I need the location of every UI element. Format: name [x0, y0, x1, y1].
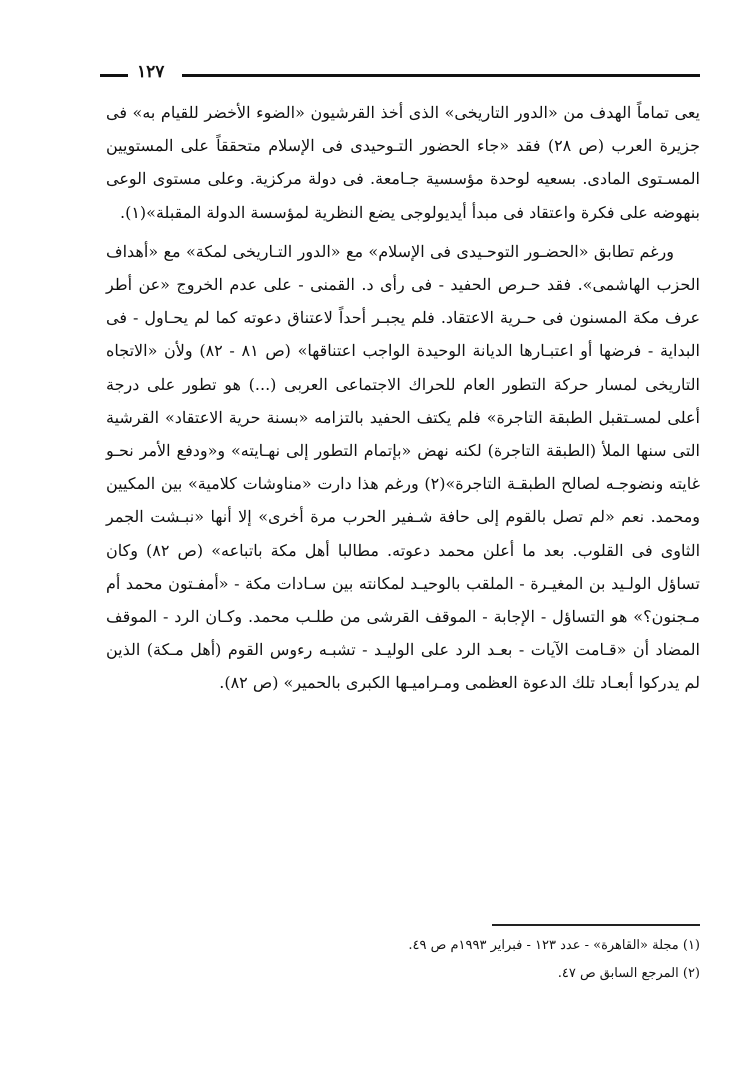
footnotes — [140, 932, 700, 988]
footnote-2: (٢) المرجع السابق ص ٤٧. — [557, 966, 700, 981]
header-rule-long — [182, 74, 700, 77]
paragraph-2: ورغم تطابق «الحضـور التوحـيدى فى الإسلام» مع «الدور التـاريخى لمكة» مع «أهداف الحزب الهاشمى». فقد حـرص الحفيد - فى رأى د. القمنى - على عدم الخروج «عن أطر عرف مكة المسنون فى حـرية الاعتقاد. فلم يجبـر أحداً لاعتناق دعوته كما لم يحـاول - فى البداية - فرضها أو اعتبـارها الديانة الوحيدة الواجب اعتناقها» (ص ٨١ - ٨٢) ولأن «الاتجاه التاريخى لمسار حركة التطور العام للحراك الاجتماعى العربى (...) هو تطور على درجة أعلى لمسـتقبل الطبقة التاجرة» فلم يكتف الحفيد بالتزامه «بسنة حرية الاعتقاد» القرشية التى سنها الملأ (الطبقة التاجرة) لكنه نهض «بإتمام التطور إلى نهـايته» و«ودفع الأمر نحـو غايته ونضوجـه لصالح الطبقـة التاجرة»(٢) ورغم هذا دارت «مناوشات كلامية» بين المكيين ومحمد. نعم «لم تصل بالقوم إلى حافة شـفير الحرب مرة أخرى» إلا أنها «نبـشت الجمر الثاوى فى القلوب. بعد ما أعلن محمد دعوته. مطالبا أهل مكة باتباعه» (ص ٨٢) وكان تساؤل الولـيد بن المغيـرة - الملقب بالوحيـد لمكانته بين سـادات مكة - «أمفـتون محمد أم مـجنون؟» هو التساؤل - الإجابة - الموقف القرشى من طلـب محمد. وكـان الرد - الموقف المضاد أن «قـامت الآيات - بعـد الرد على الوليـد - تشبـه رءوس القوم (أهل مـكة) الذين لم يدركوا أبعـاد تلك الدعوة العظمى ومـراميـها الكبرى بالحمير» (ص ٨٢). — [106, 241, 701, 693]
page-number: ١٢٧ — [137, 62, 165, 82]
page-header — [100, 62, 700, 86]
footnote-1: (١) مجلة «القاهرة» - عدد ١٢٣ - فبراير ١٩٩٣م ص ٤٩. — [408, 938, 700, 953]
body-text — [106, 96, 700, 700]
header-rule-short — [100, 74, 128, 77]
paragraph-1: يعى تماماً الهدف من «الدور التاريخى» الذى أخذ القرشيون «الضوء الأخضر للقيام به» فى جزيرة العرب (ص ٢٨) فقد «جاء الحضور التـوحيدى فى الإسلام متحققاً على المستويين المسـتوى المادى. بسعيه لوحدة مؤسسية جـامعة. فى دولة مركزية. وعلى مستوى الوعى بنهوضه على فكرة واعتقاد فى مبدأ أيديولوجى يضع النظرية لمؤسسة الدولة المقبلة»(١). — [106, 103, 700, 222]
footnote-separator — [492, 924, 700, 926]
